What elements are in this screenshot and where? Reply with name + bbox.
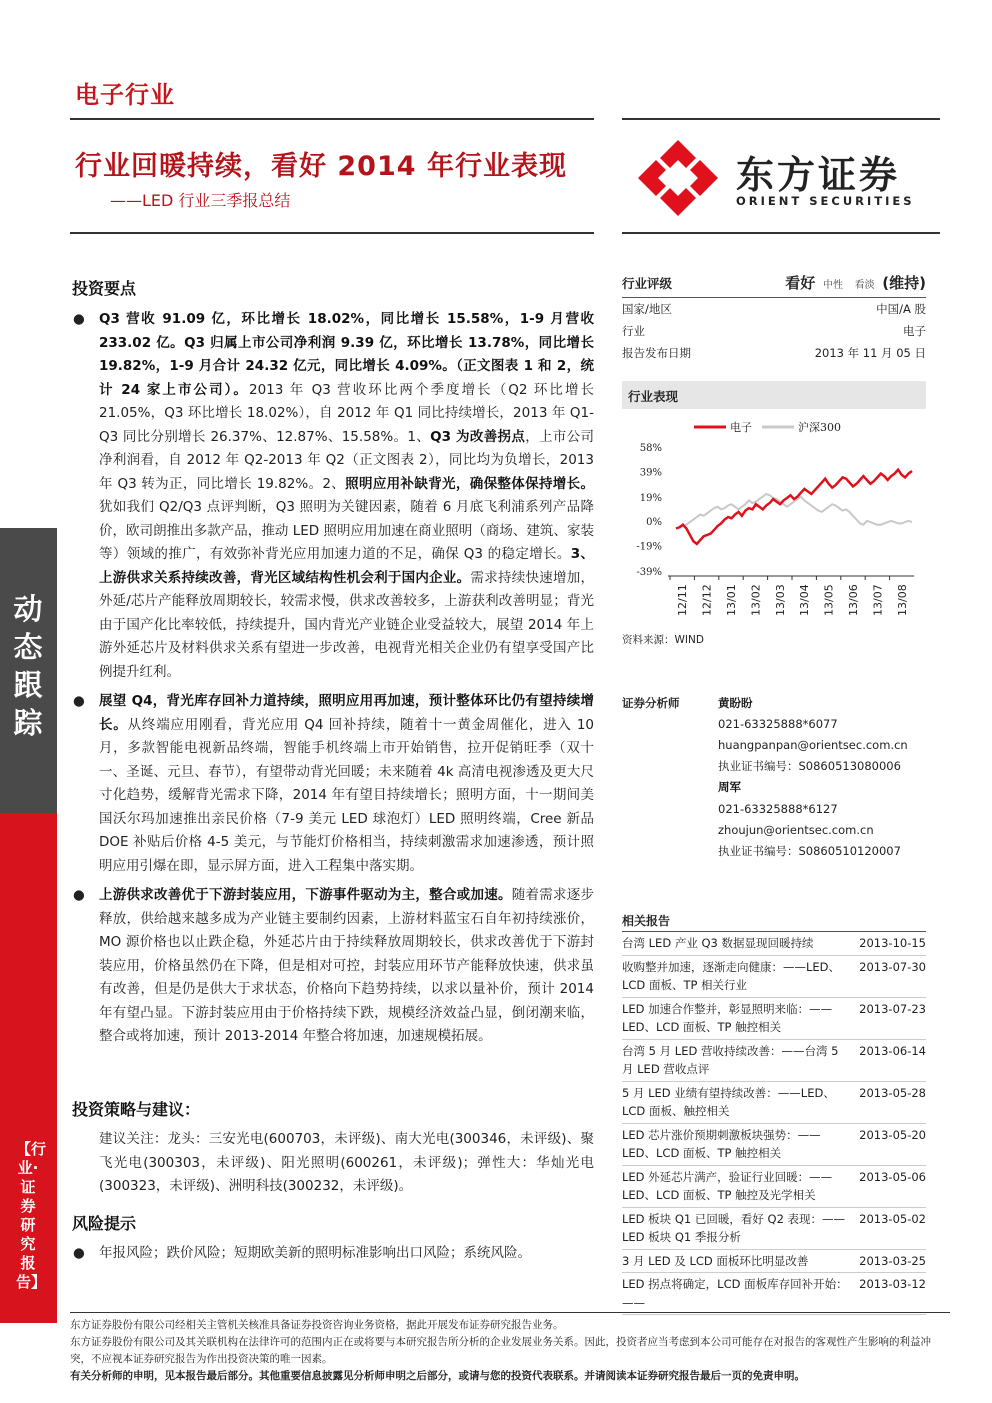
rating-status: (维持) [882,274,926,292]
logo-text-en: ORIENT SECURITIES [736,194,915,208]
related-report-title: LED 外延芯片满产，验证行业回暖：——LED、LCD 面板、TP 触控及光学相关 [622,1169,833,1202]
related-report-title: 台湾 5 月 LED 营收持续改善：——台湾 5 月 LED 营收点评 [622,1043,839,1076]
orient-logo-icon [636,138,720,218]
footer-line: 东方证券股份有限公司及其关联机构在法律许可的范围内正在或将要与本研究报告所分析的企业发展业务关系。因此，投资者应当考虑到本公司可能存在对报告的客观性产生影响的利益冲突，不应视本证券研究报告为作出投资决策的唯一因素。 [70,1336,931,1365]
performance-chart [622,412,926,632]
logo-text-cn: 东方证券 [736,153,901,197]
chart-source: 资料来源：WIND [622,634,704,646]
related-report-title: 5 月 LED 业绩有望持续改善：——LED、LCD 面板、触控相关 [622,1085,835,1118]
x-tick-label: 13/01 [725,584,738,616]
point-text: 需求持续快速增加，外延/芯片产能释放周期较长，较需求慢，供求改善较多，上游获利改善明显；背光由于国产化比率较低，持续提升，国内背光产业链企业受益较大，展望 2014 年上游外延芯片及材料供求关系有望进一步改善，电视背光相关企业仍有望享受国产比例提升红利。 [99,569,595,680]
section-heading-investment: 投资要点 [72,279,137,298]
rating-value: 看好 [785,274,816,292]
related-report-item[interactable] [622,956,926,998]
performance-title: 行业表现 [628,389,679,404]
chart-series [676,470,912,544]
related-reports-title: 相关报告 [622,912,926,932]
related-report-item[interactable] [622,1250,926,1274]
related-report-item[interactable] [622,1082,926,1124]
related-report-date: 2013-05-02 [859,1211,926,1226]
related-report-item[interactable] [622,1040,926,1082]
footer-line: 东方证券股份有限公司经相关主管机关核准具备证券投资咨询业务资格，据此开展发布证券研究报告业务。 [70,1319,564,1331]
y-tick-label: 58% [639,443,662,454]
analyst-block [622,692,926,862]
info-value: 电子 [903,324,926,338]
risk-text: 年报风险；跌价风险；短期欧美新的照明标准影响出口风险；系统风险。 [99,1245,531,1261]
analyst-name: 黄盼盼 [718,695,753,710]
section-heading-risk: 风险提示 [72,1214,137,1233]
rating-table [622,268,926,364]
analyst-phone: 021-63325888*6127 [718,801,838,816]
rating-alt: 中性 [822,280,843,291]
point-text: 犹如我们 Q2/Q3 点评判断，Q3 照明为关键因素，随着 6 月底飞利浦系列产品降价，欧司朗推出多款产品，推动 LED 照明应用加速在商业照明（商场、建筑、家装等）领域的推广，有效弥补背光应用加速力道的不足，确保 Q3 的稳定增长。 [99,499,594,562]
related-report-date: 2013-07-23 [859,1001,926,1016]
related-report-item[interactable] [622,1273,926,1315]
related-report-item[interactable] [622,1208,926,1250]
x-tick-label: 13/07 [871,584,885,616]
bullet-icon: ● [73,693,85,709]
rating-alt: 看淡 [854,280,875,291]
chart-legend [694,420,841,434]
bullet-point-3 [72,884,594,1049]
report-subtitle: ——LED 行业三季报总结 [110,191,291,210]
analyst-row [622,713,926,734]
x-tick-label: 13/08 [895,584,909,616]
y-tick-label: -19% [636,541,662,553]
footer-disclaimer [70,1317,950,1385]
sidebar-report-type: 动态跟踪 [13,592,43,740]
related-report-date: 2013-07-30 [859,959,926,974]
point-text: 从终端应用刚看，背光应用 Q4 回补持续，随着十一黄金周催化，进入 10 月，多款智能电视新品终端，智能手机终端上市开始销售，拉开促销旺季（双十一、圣诞、元旦、春节），有望带动背光回暖；未来随着 4k 高清电视渗透及更大尺寸化趋势，缓解背光需求下降，2014 年有望目持续增长；照明方面，十一期间美国沃尔玛加速推出亲民价格（7-9 美元 LED 球泡灯）LED 照明终端，Cree 新品 DOE 补贴后价格 4-5 美元，与节能灯价格相当，持续刺激需求加速渗透，预计照明应用引爆在即，显示屏方面，进入工程集中落实期。 [99,716,594,874]
company-logo [636,138,926,218]
x-axis [670,576,909,616]
related-report-date: 2013-05-06 [859,1169,926,1184]
analyst-row [622,734,926,755]
analyst-row [622,692,926,713]
point-bold: 展望 Q4，背光库存回补力道持续，照明应用再加速，预计整体环比仍有望持续增长。 [99,693,594,733]
related-report-date: 2013-03-25 [859,1253,926,1268]
info-row-industry [622,320,926,342]
risk-bullet [72,1242,594,1266]
related-report-date: 2013-05-28 [859,1085,926,1100]
bullet-icon: ● [73,1245,85,1261]
related-report-title: LED 芯片涨价预期刺激板块强势：——LED、LCD 面板、TP 触控相关 [622,1127,821,1160]
bullet-icon: ● [73,887,85,903]
footer-line-bold: 有关分析师的申明，见本报告最后部分。其他重要信息披露见分析师申明之后部分，或请与您的投资代表联系。并请阅读本证券研究报告最后一页的免责申明。 [70,1370,805,1382]
analyst-license: 执业证书编号：S0860513080006 [718,759,901,774]
investment-points [72,308,594,1049]
analyst-email[interactable]: zhoujun@orientsec.com.cn [718,822,874,837]
info-row-region [622,298,926,320]
x-tick-label: 13/03 [773,584,787,616]
related-report-date: 2013-06-14 [859,1043,926,1058]
y-tick-label: 19% [639,492,662,504]
related-report-title: 台湾 LED 产业 Q3 数据显现回暖持续 [622,936,814,950]
related-reports [622,912,926,1315]
y-tick-label: -39% [636,567,662,578]
related-report-item[interactable] [622,1166,926,1208]
divider [70,232,594,234]
divider [622,232,940,234]
sidebar-series-label: 【行业·证券研究报告】 [16,1140,47,1291]
sector-label: 电子行业 [75,81,175,109]
related-report-title: 收购整并加速，逐渐走向健康：——LED、LCD 面板、TP 相关行业 [622,959,841,992]
x-tick-label: 13/04 [798,584,812,616]
series-line-electronics [676,470,912,544]
legend-label-2: 沪深300 [798,421,841,434]
related-report-item[interactable] [622,998,926,1040]
analyst-row [622,840,926,861]
x-tick-label: 13/06 [847,584,860,616]
report-title: 行业回暖持续，看好 2014 年行业表现 [75,151,567,182]
point-bold: 照明应用补缺背光，确保整体保持增长。 [345,475,594,492]
point-bold: Q3 营收 91.09 亿，环比增长 18.02%，同比增长 15.58%，1-9 月营收 233.02 亿。Q3 归属上市公司净利润 9.39 亿，环比增长 13.78%，同比增长 19.82%，1-9 月合计 24.32 亿元，同比增长 4.09%。（正文图表 1 和 2，统计 24 家上市公司）。 [99,311,594,398]
y-tick-label: 39% [639,467,662,479]
risk-block [72,1242,594,1266]
performance-header [622,381,926,409]
section-heading-strategy: 投资策略与建议： [72,1100,201,1119]
analyst-role: 证券分析师 [622,695,680,710]
x-tick-label: 12/11 [676,584,690,616]
footer-divider [70,1312,950,1313]
related-report-title: 3 月 LED 及 LCD 面板环比明显改善 [622,1253,809,1268]
related-reports-list [622,932,926,1315]
legend-label-1: 电子 [730,421,752,434]
analyst-name: 周军 [718,780,741,795]
y-axis [636,443,662,578]
y-tick-label: 0% [646,517,662,529]
point-bold: 3、上游供求关系持续改善，背光区域结构性机会利于国内企业。 [99,546,594,586]
related-report-item[interactable] [622,1124,926,1166]
divider [622,118,940,120]
x-tick-label: 13/05 [822,584,836,616]
rating-label: 行业评级 [622,275,673,291]
info-key: 国家/地区 [622,302,672,316]
point-bold: 上游供求改善优于下游封装应用，下游事件驱动为主，整合或加速。 [99,887,512,903]
bullet-point-1 [72,308,594,684]
x-tick-label: 13/02 [749,584,763,616]
analyst-phone: 021-63325888*6077 [718,716,838,731]
analyst-row [622,819,926,840]
bullet-icon: ● [73,311,85,327]
analyst-row [622,756,926,777]
rating-row [622,268,926,298]
info-value: 2013 年 11 月 05 日 [814,346,926,360]
divider [70,118,594,120]
point-text: 随着需求逐步释放，供给越来越多成为产业链主要制约因素，上游材料蓝宝石自年初持续涨价，MO 源价格也以止跌企稳，外延芯片由于持续释放周期较长，供求改善优于下游封装应用，价格虽然仍在下降，但是相对可控，封装应用环节产能释放快速，供求虽有改善，但是仍是供大于求状态，价格向下趋势持续，以求以量补价，预计 2014 年有望凸显。下游封装应用由于价格持续下跌，规模经济效益凸显，倒闭潮来临，整合或将加速，预计 2013-2014 年整合将加速，加速规模拓展。 [99,887,595,1044]
related-report-date: 2013-03-12 [859,1277,926,1291]
info-key: 行业 [622,324,645,338]
bullet-point-2 [72,690,594,878]
point-bold: Q3 为改善拐点 [430,428,526,445]
info-key: 报告发布日期 [622,346,691,360]
related-report-date: 2013-10-15 [859,936,926,950]
point-text: ，上市公司净利润看，自 2012 年 Q2-2013 年 Q2（正文图表 2），同比均为负增长，2013 年 Q3 转为正，同比增长 19.82%。2、 [99,428,595,492]
info-value: 中国/A 股 [876,302,926,316]
strategy-text: 建议关注：龙头：三安光电(600703，未评级)、南大光电(300346，未评级)、聚飞光电(300303，未评级)、阳光照明(600261，未评级)；弹性大：华灿光电(300323，未评级)、洲明科技(300232，未评级)。 [99,1131,594,1194]
point-text: 2013 年 Q3 营收环比两个季度增长（Q2 环比增长 21.05%，Q3 环比增长 18.02%），自 2012 年 Q1 同比持续增长，2013 年 Q1-Q3 同比分别增长 26.37%、12.87%、15.58%。1、 [99,381,595,445]
analyst-license: 执业证书编号：S0860510120007 [718,843,901,858]
related-report-title: LED 板块 Q1 已回暖，看好 Q2 表现：——LED 板块 Q1 季报分析 [622,1211,846,1244]
x-tick-label: 12/12 [700,584,714,616]
analyst-row [622,777,926,798]
strategy-text-block [72,1128,594,1199]
analyst-email[interactable]: huangpanpan@orientsec.com.cn [718,737,908,752]
analyst-row [622,798,926,819]
related-report-date: 2013-05-20 [859,1127,926,1142]
related-report-title: LED 加速合作整并，彰显照明来临：——LED、LCD 面板、TP 触控相关 [622,1001,833,1034]
info-row-date [622,342,926,364]
related-report-item[interactable] [622,932,926,956]
related-report-title: LED 拐点将确定，LCD 面板库存回补开始：—— [622,1277,848,1310]
